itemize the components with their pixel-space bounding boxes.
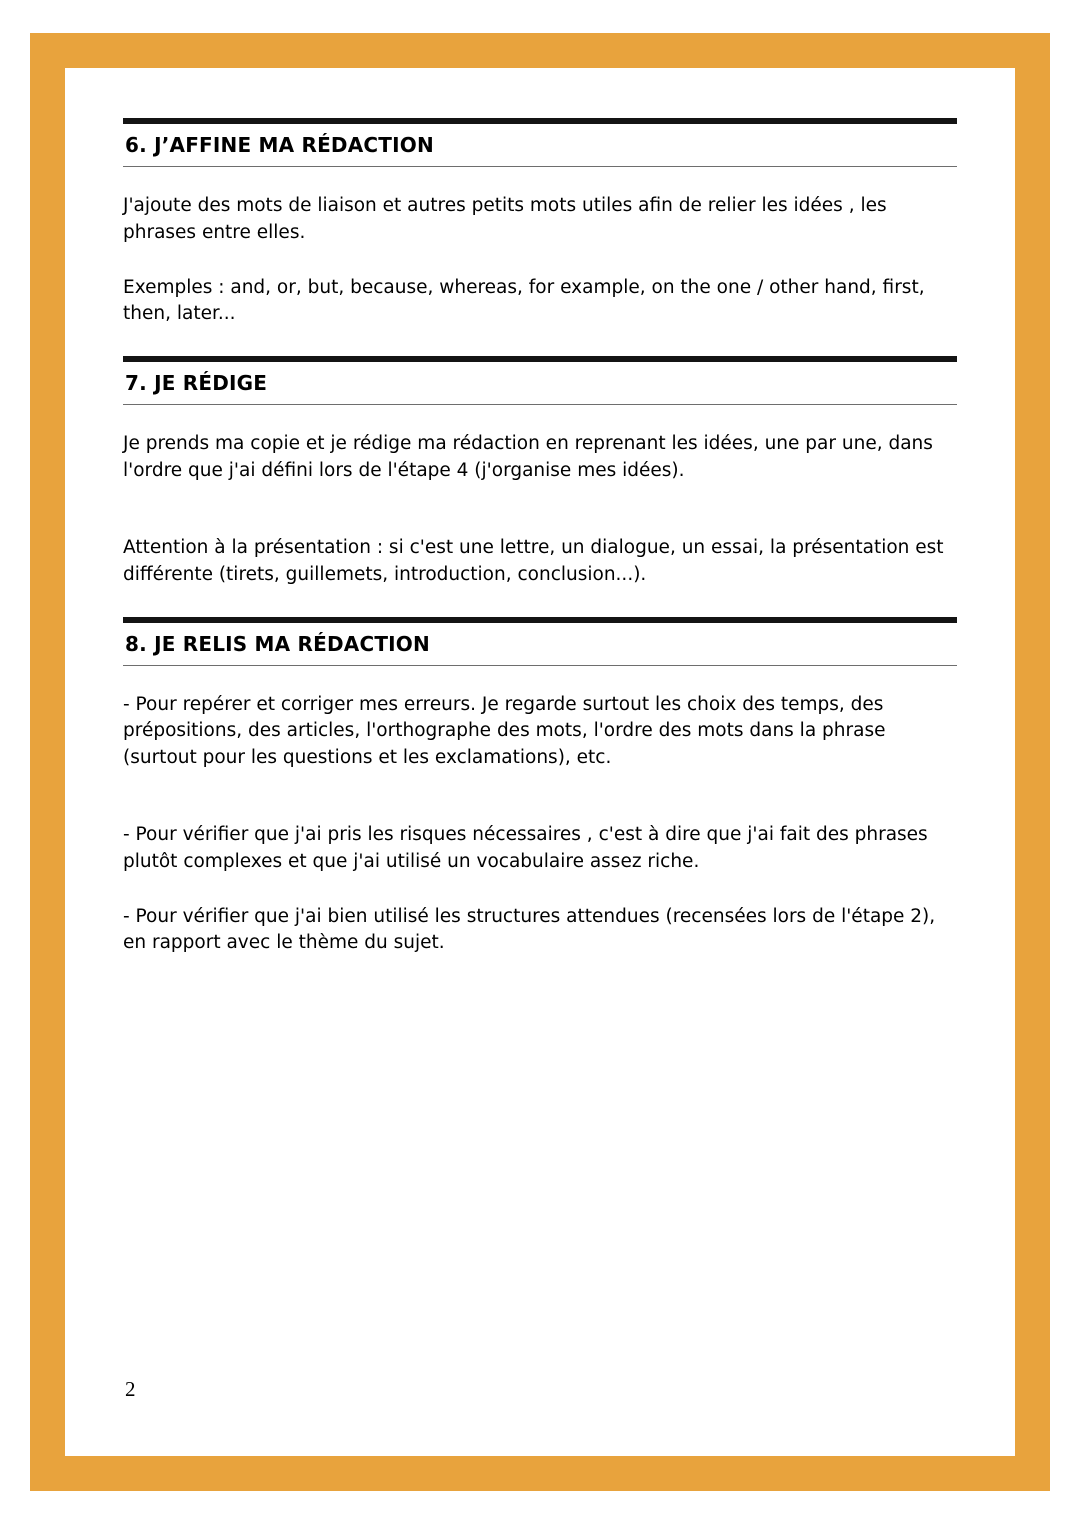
section-8-je-relis — [123, 617, 957, 958]
section-8-heading: 8. JE RELIS MA RÉDACTION — [125, 631, 430, 656]
paragraph: - Pour vérifier que j'ai pris les risques nécessaires , c'est à dire que j'ai fait des phrases plutôt complexes et que j'ai utilisé un vocabulaire assez riche. — [123, 823, 928, 872]
section-top-rule — [123, 356, 957, 362]
section-7-body — [123, 405, 957, 588]
section-8-body — [123, 666, 957, 958]
document-page — [65, 68, 1015, 1456]
paragraph: J'ajoute des mots de liaison et autres petits mots utiles afin de relier les idées , les phrases entre elles. — [123, 195, 887, 243]
page-number: 2 — [125, 1377, 136, 1401]
paragraph: - Pour repérer et corriger mes erreurs. Je regarde surtout les choix des temps, des prépositions, des articles, l'orthographe des mots, l'ordre des mots dans la phrase (surtout pour les questions et les exclamations), etc. — [123, 693, 886, 769]
paragraph: Attention à la présentation : si c'est une lettre, un dialogue, un essai, la présentation est différente (tirets, guillemets, introduction, conclusion...). — [123, 536, 944, 585]
page-border-frame — [30, 33, 1050, 1491]
section-7-heading: 7. JE RÉDIGE — [125, 371, 268, 396]
section-7-je-redige — [123, 356, 957, 588]
paragraph: Je prends ma copie et je rédige ma rédaction en reprenant les idées, une par une, dans l'ordre que j'ai défini lors de l'étape 4 (j'organise mes idées). — [123, 433, 933, 482]
section-6-body — [123, 167, 957, 328]
paragraph: Exemples : and, or, but, because, whereas, for example, on the one / other hand, first, then, later... — [123, 276, 925, 325]
section-top-rule — [123, 118, 957, 124]
section-6-heading: 6. J’AFFINE MA RÉDACTION — [125, 133, 434, 157]
section-top-rule — [123, 617, 957, 623]
section-6-jaffine — [123, 118, 957, 328]
paragraph: - Pour vérifier que j'ai bien utilisé les structures attendues (recensées lors de l'étape 2), en rapport avec le thème du sujet. — [123, 905, 936, 954]
